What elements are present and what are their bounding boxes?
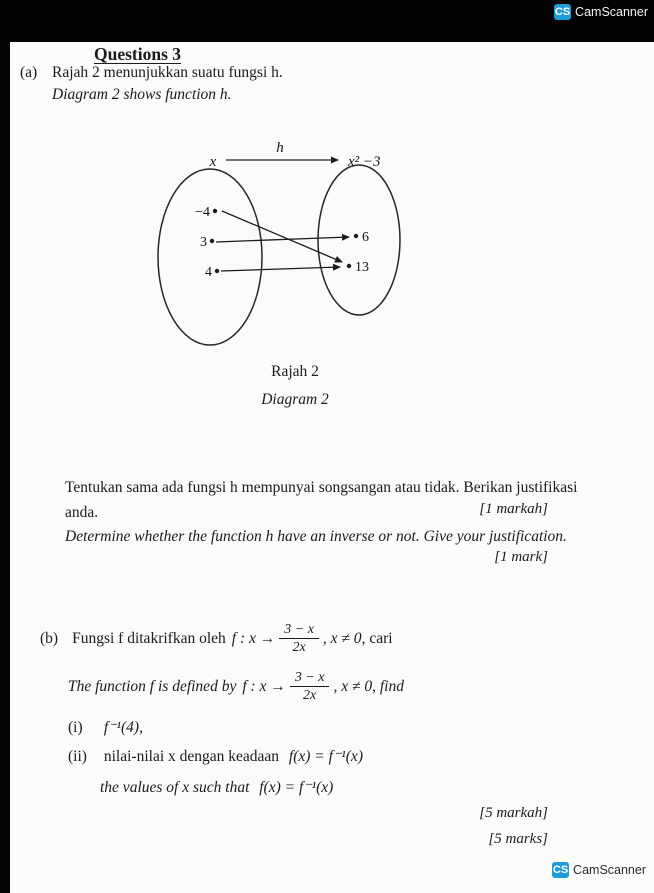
question-a-malay-line1: Tentukan sama ada fungsi h mempunyai songsangan atau tidak. Berikan justifikasi	[65, 479, 578, 496]
mapping-diagram	[140, 140, 430, 355]
point-marker	[213, 209, 217, 213]
marks-a-malay: [1 markah]	[479, 501, 548, 517]
marks-b-malay: [5 markah]	[479, 805, 548, 821]
point-marker	[215, 269, 219, 273]
codomain-value: 6	[362, 230, 369, 245]
item-i	[68, 718, 143, 737]
diagram-caption-english: Diagram 2	[261, 391, 329, 408]
domain-value: 3	[200, 235, 207, 250]
mapping-diagram-svg	[140, 140, 430, 355]
question-a-malay-line2: anda.	[65, 504, 99, 521]
fraction-numerator: 3 − x	[290, 670, 330, 687]
part-b-definition-english	[68, 670, 404, 704]
codomain-oval	[318, 165, 400, 315]
camscanner-badge-top	[554, 4, 648, 20]
camscanner-badge-bottom	[552, 862, 646, 878]
codomain-value: 13	[355, 260, 369, 275]
part-b-tail-english: , find	[372, 677, 404, 695]
camscanner-logo-icon: CS	[554, 6, 571, 18]
part-b-label: (b)	[40, 629, 59, 647]
item-ii-equation: f(x) = f⁻¹(x)	[259, 779, 334, 796]
mapping-arrow-3-to-6	[216, 237, 349, 242]
point-marker	[210, 239, 214, 243]
part-b-tail-malay: , cari	[361, 629, 393, 647]
diagram-function-label: h	[276, 140, 284, 156]
item-ii-equation: f(x) = f⁻¹(x)	[288, 748, 363, 765]
fraction-numerator: 3 − x	[279, 622, 319, 639]
item-i-expression: f⁻¹(4),	[103, 719, 143, 736]
mapping-arrow-neg4-to-13	[222, 211, 342, 262]
domain-oval	[158, 169, 262, 345]
item-ii-text-malay: nilai-nilai x dengan keadaan	[103, 748, 280, 765]
domain-value: 4	[205, 265, 212, 280]
top-black-band	[0, 0, 654, 42]
document-page	[10, 42, 654, 893]
page-title: Questions 3	[94, 44, 182, 64]
item-ii-label: (ii)	[68, 748, 87, 765]
item-i-label: (i)	[68, 719, 83, 736]
diagram-caption-malay: Rajah 2	[271, 363, 319, 380]
part-a-statement-malay: Rajah 2 menunjukkan suatu fungsi h.	[52, 64, 283, 81]
point-marker	[354, 234, 358, 238]
item-ii-english	[100, 778, 333, 797]
mapping-notation: f : x →	[231, 629, 276, 647]
domain-value: −4	[195, 205, 210, 220]
mapping-notation: f : x →	[242, 677, 286, 695]
fraction-denominator: 2x	[292, 640, 306, 656]
part-b-intro-english: The function f is defined by	[68, 677, 237, 695]
part-b-intro-malay: Fungsi f ditakrifkan oleh	[72, 629, 226, 647]
diagram-rule-label: x² −3	[348, 154, 381, 170]
camscanner-wordmark: CamScanner	[573, 863, 646, 877]
fraction-denominator: 2x	[303, 688, 317, 704]
item-ii-text-english: the values of x such that	[100, 779, 250, 796]
part-a-statement-english: Diagram 2 shows function h.	[52, 86, 232, 103]
domain-condition: , x ≠ 0	[322, 629, 362, 647]
fraction	[290, 670, 330, 704]
question-a-english: Determine whether the function h have an inverse or not. Give your justification.	[65, 528, 567, 545]
fraction	[279, 622, 319, 656]
marks-b-english: [5 marks]	[488, 831, 548, 847]
diagram-input-label: x	[209, 154, 217, 170]
camscanner-logo-icon: CS	[552, 864, 569, 876]
item-ii	[68, 747, 363, 766]
part-a-label: (a)	[20, 64, 38, 81]
point-marker	[347, 264, 351, 268]
part-b-definition-malay	[40, 622, 393, 656]
camscanner-wordmark: CamScanner	[575, 5, 648, 19]
domain-condition: , x ≠ 0	[333, 677, 373, 695]
marks-a-english: [1 mark]	[494, 549, 548, 565]
left-black-strip	[0, 0, 10, 893]
